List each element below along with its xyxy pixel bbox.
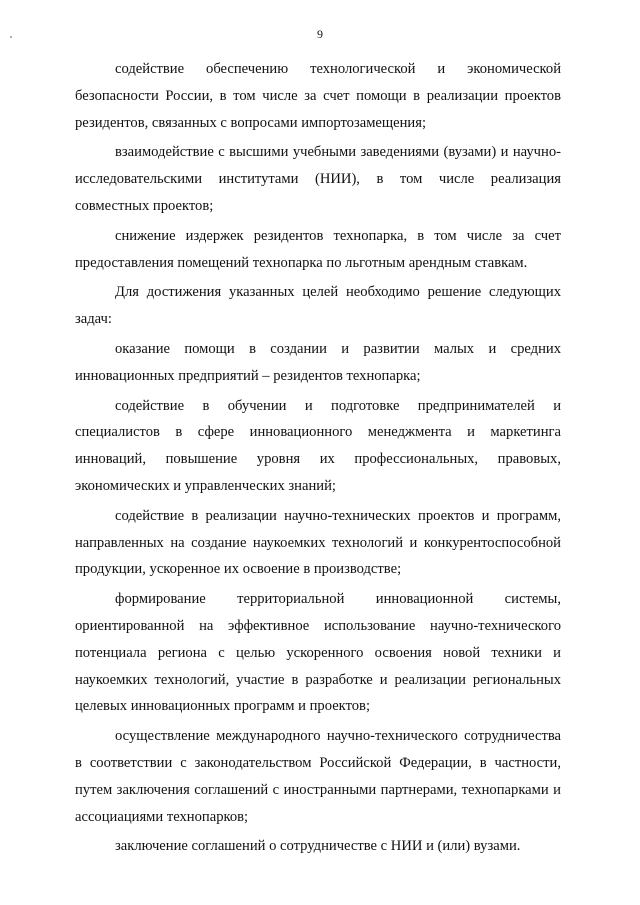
paragraph-training: содействие в обучении и подготовке предпринимателей и специалистов в сфере инновационного менеджмента и маркетинга инноваций, повышение уровня их профессиональных, правовых, экономических и управленческих знаний; xyxy=(75,397,561,494)
page-number: 9 xyxy=(317,27,323,41)
paragraph-projects: содействие в реализации научно-технических проектов и программ, направленных на создание наукоемких технологий и конкурентоспособной продукции, ускоренное их освоение в производстве; xyxy=(75,507,561,578)
paragraph-security: содействие обеспечению технологической и экономической безопасности России, в том числе за счет помощи в реализации проектов резидентов, связанных с вопросами импортозамещения; xyxy=(75,61,561,131)
paragraph-costs: снижение издержек резидентов технопарка, в том числе за счет предоставления помещений технопарка по льготным арендным ставкам. xyxy=(75,227,561,271)
paragraph-innovation-system: формирование территориальной инновационной системы, ориентированной на эффективное использование научно-технического потенциала региона с целью ускоренного освоения новой техники и наукоемких технологий, участие в разработке и реализации региональных целевых инновационных программ и проектов; xyxy=(75,591,561,715)
paragraph-universities: взаимодействие с высшими учебными заведениями (вузами) и научно-исследовательскими институтами (НИИ), в том числе реализация совместных проектов; xyxy=(75,144,561,214)
paragraph-international: осуществление международного научно-технического сотрудничества в соответствии с законодательством Российской Федерации, в частности, путем заключения соглашений с иностранными партнерами, технопарками и ассоциациями технопарков; xyxy=(75,728,561,825)
body-text xyxy=(75,56,561,863)
paragraph-agreements: заключение соглашений о сотрудничестве с НИИ и (или) вузами. xyxy=(115,838,521,855)
paragraph-enterprises: оказание помощи в создании и развитии малых и средних инновационных предприятий – резидентов технопарка; xyxy=(75,340,561,384)
paragraph-tasks-intro: Для достижения указанных целей необходимо решение следующих задач: xyxy=(75,284,561,328)
